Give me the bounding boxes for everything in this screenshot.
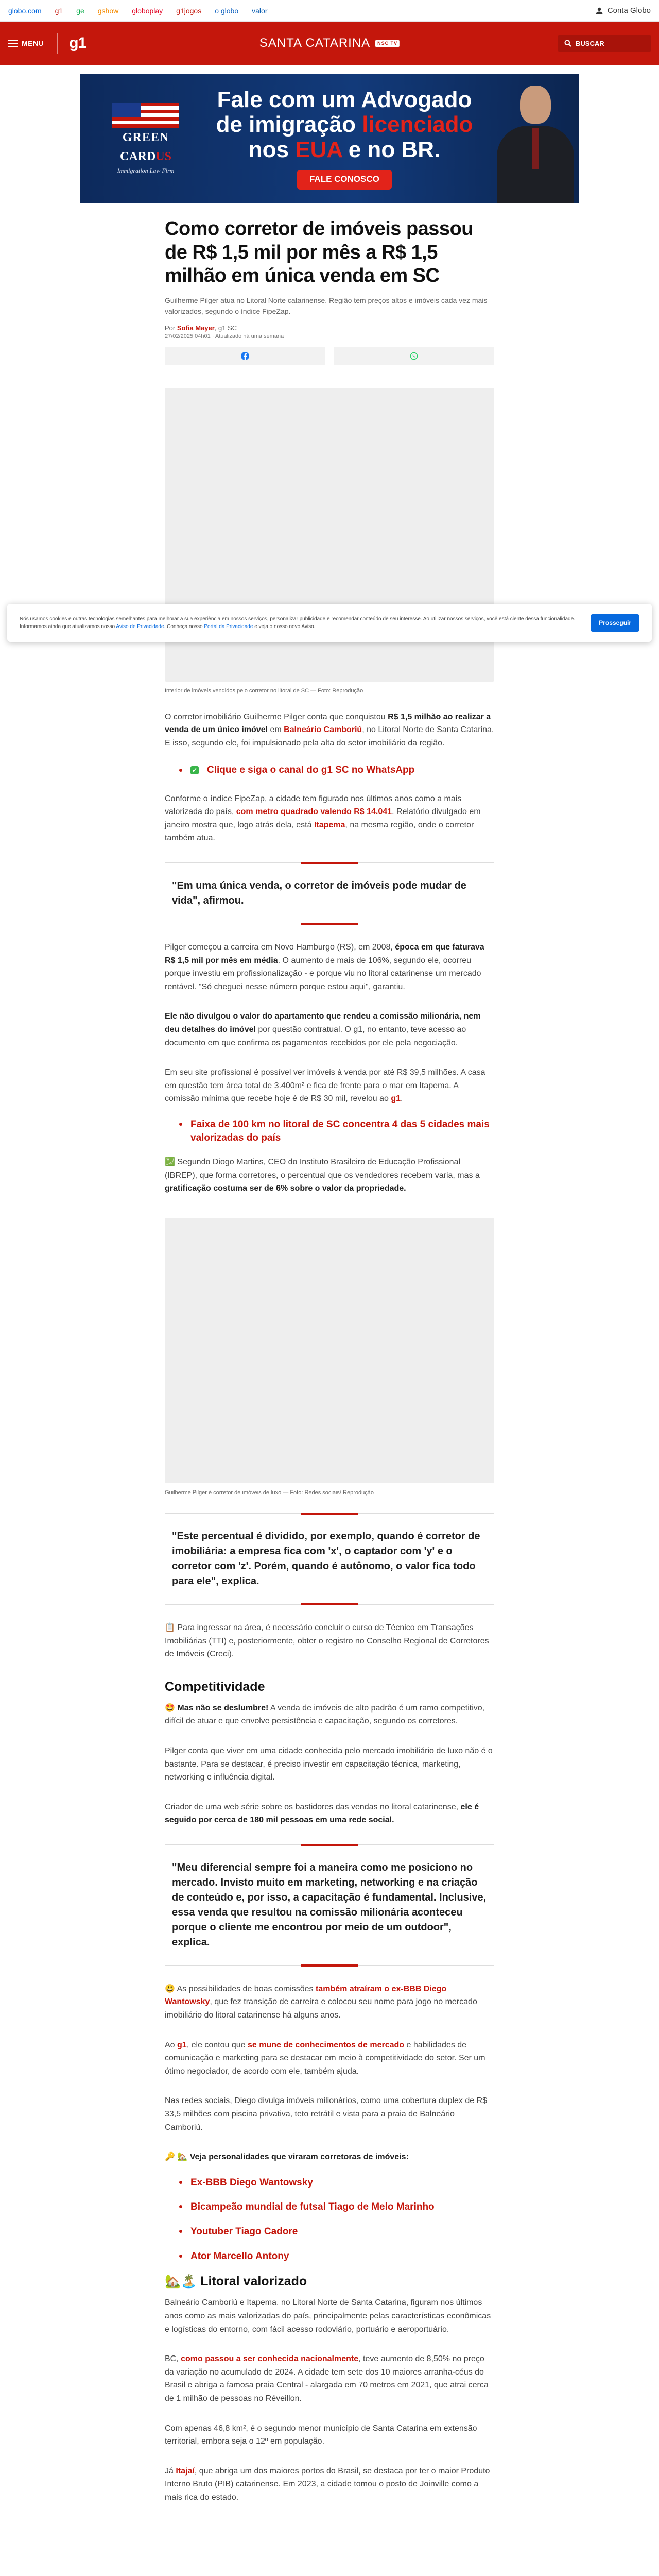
ad-brand-line1: GREEN bbox=[122, 131, 169, 144]
article-subtitle: Guilherme Pilger atua no Litoral Norte catarinense. Região tem preços altos e imóveis cada vez mais valorizados, segundo o índice FipeZap. bbox=[165, 296, 488, 315]
dateline: 27/02/2025 04h01 · Atualizado há uma semana bbox=[165, 333, 284, 340]
link-conhecimentos[interactable]: se mune de conhecimentos de mercado bbox=[248, 2040, 405, 2049]
globo-links bbox=[8, 7, 268, 15]
cookie-banner bbox=[7, 604, 652, 642]
share-whatsapp-button[interactable] bbox=[334, 347, 494, 365]
article-title: Como corretor de imóveis passou de R$ 1,5 mil por mês a R$ 1,5 milhão em única venda em SC bbox=[165, 218, 473, 287]
bullet-dot bbox=[179, 769, 182, 772]
share-facebook-button[interactable] bbox=[165, 347, 325, 365]
bullet-dot bbox=[179, 2181, 182, 2184]
region-label: SANTA CATARINA bbox=[259, 36, 371, 50]
link-g1[interactable]: g1 bbox=[391, 1094, 401, 1104]
globo-link-gshow[interactable]: gshow bbox=[97, 6, 119, 15]
photo-caption-2: Guilherme Pilger é corretor de imóveis de luxo — Foto: Redes sociais/ Reprodução bbox=[165, 1489, 374, 1496]
region-badge: NSC TV bbox=[375, 40, 400, 47]
paragraph-8: 🤩 Mas não se deslumbre! A venda de imóveis de alto padrão é um ramo competitivo, difícil de atuar e que envolve persistência e capacitação, segundo os corretores. bbox=[165, 1703, 485, 1726]
user-icon bbox=[595, 7, 603, 15]
region-title[interactable] bbox=[259, 36, 400, 50]
paragraph-13: Nas redes sociais, Diego divulga imóveis milionários, como uma cobertura duplex de R$ 33,5 milhões com piscina privativa, teto retrátil e vista para a praia de Balneário Camboriú. bbox=[165, 2096, 488, 2132]
menu-label: MENU bbox=[22, 39, 44, 47]
link-balneario[interactable]: Balneário Camboriú bbox=[284, 725, 362, 735]
related-link[interactable]: Faixa de 100 km no litoral de SC concentra 4 das 5 cidades mais valorizadas do país bbox=[179, 1118, 494, 1144]
paragraph-3: Pilger começou a carreira em Novo Hamburgo (RS), em 2008, época em que faturava R$ 1,5 mil por mês em média. O aumento de mais de 106%, segundo ele, ocorreu porque investiu em profissionalização - e porque viu no litoral catarinense um mercado rentável. "Só cheguei nesse número porque estou aqui", garantiu. bbox=[165, 942, 484, 991]
share-bar bbox=[165, 347, 494, 365]
ad-brand-line2: CARDUS bbox=[119, 150, 171, 163]
privacy-portal-link[interactable]: Portal da Privacidade bbox=[204, 624, 253, 630]
pull-quote-2: "Este percentual é dividido, por exemplo, quando é corretor de imobiliária: a empresa fica com 'x', o captador com 'y' e o corretor com 'z'. Porém, quando é autônomo, o valor fica todo para ele", explica. bbox=[165, 1513, 494, 1605]
cookie-text: Nós usamos cookies e outras tecnologias semelhantes para melhorar a sua experiência em nossos serviços, personalizar publicidade e recomendar conteúdo de seu interesse. Ao utilizar nossos serviços, você está ciente dessa funcionalidade. Informamos ainda que atualizamos nosso Aviso de Privacidade. Conheça nosso Portal da Privacidade e veja o nosso novo Aviso. bbox=[20, 616, 575, 630]
menu-button[interactable] bbox=[8, 39, 44, 47]
globo-link-o-globo[interactable]: o globo bbox=[215, 6, 239, 15]
globo-link-g1jogos[interactable]: g1jogos bbox=[176, 6, 202, 15]
paragraph-2: Conforme o índice FipeZap, a cidade tem figurado nos últimos anos como a mais valorizada do país, com metro quadrado valendo R$ 14.041. Relatório divulgado em janeiro mostra que, logo atrás dela, está Itapema, na mesma região, onde o corretor também atua. bbox=[165, 794, 481, 843]
ad-person-photo bbox=[492, 74, 579, 203]
paragraph-18: Já Itajaí, que abriga um dos maiores portos do Brasil, se destaca por ter o maior Produto Interno Bruto (PIB) catarinense. Em 2023, a cidade tomou o posto de Joinville como a mais rica do estado. bbox=[165, 2466, 490, 2502]
paragraph-10: Criador de uma web série sobre os bastidores das vendas no litoral catarinense, ele é seguido por cerca de 180 mil pessoas em uma rede social. bbox=[165, 1802, 479, 1825]
paragraph-5: Em seu site profissional é possível ver imóveis à venda por até R$ 39,5 milhões. A casa em questão tem área total de 3.400m² e fica de frente para o mar em Itapema. A comissão mínima que recebe hoje é de R$ 30 mil, revelou ao g1. bbox=[165, 1068, 485, 1104]
hamburger-icon bbox=[8, 40, 18, 47]
link-itajai[interactable]: Itajaí bbox=[176, 2466, 195, 2476]
whatsapp-channel-link[interactable]: ✓ Clique e siga o canal do g1 SC no WhatsApp bbox=[165, 765, 494, 776]
g1-logo[interactable]: g1 bbox=[57, 33, 86, 54]
link-itapema[interactable]: Itapema bbox=[314, 820, 345, 829]
paragraph-16: BC, como passou a ser conhecida nacionalmente, teve aumento de 8,50% no preço da variação no acumulado de 2024. A cidade tem sete dos 10 maiores arranha-céus do Brasil e abriga a famosa praia Central - alargada em 70 metros em 2021, que atrai cerca de 1 milhão de pessoas no Réveillon. bbox=[165, 2354, 489, 2403]
pull-quote-3: "Meu diferencial sempre foi a maneira como me posiciono no mercado. Invisto muito em marketing, networking e na criação de conteúdo e, por isso, a capacitação é fundamental. Inclusive, essa venda que resultou na comissão milionária aconteceu porque o cliente me encontrou por meio de um outdoor", explica. bbox=[165, 1844, 494, 1966]
facebook-icon bbox=[241, 352, 249, 360]
flag-icon bbox=[112, 103, 179, 128]
article-photo-2[interactable] bbox=[165, 1218, 494, 1483]
bullet-dot bbox=[179, 2255, 182, 2258]
paragraph-14: 🔑 🏡 Veja personalidades que viraram corretoras de imóveis: bbox=[165, 2153, 409, 2162]
paragraph-1: O corretor imobiliário Guilherme Pilger conta que conquistou R$ 1,5 milhão ao realizar a venda de um único imóvel em Balneário Camboriú, no Litoral Norte de Santa Catarina. E isso, segundo ele, foi impulsionado pela alta do setor imobiliário da região. bbox=[165, 712, 494, 748]
paragraph-4: Ele não divulgou o valor do apartamento que rendeu a comissão milionária, nem deu detalhes do imóvel por questão contratual. O g1, no entanto, teve acesso ao documento em que confirma os pagamentos recebidos por ele pela negociação. bbox=[165, 1012, 481, 1047]
ad-headline: Fale com um Advogado de imigração licenciado nos EUA e no BR. FALE CONOSCO bbox=[197, 88, 492, 190]
globo-link-globoplay[interactable]: globoplay bbox=[132, 6, 163, 15]
people-list-item[interactable]: Ex-BBB Diego Wantowsky bbox=[179, 2176, 494, 2190]
people-list bbox=[165, 2176, 494, 2263]
account-button[interactable] bbox=[595, 6, 651, 15]
people-list-item[interactable]: Ator Marcello Antony bbox=[179, 2250, 494, 2263]
related-links-1 bbox=[165, 1118, 494, 1144]
search-label: BUSCAR bbox=[576, 39, 604, 47]
globo-link-valor[interactable]: valor bbox=[252, 6, 268, 15]
paragraph-7: 📋 Para ingressar na área, é necessário concluir o curso de Técnico em Transações Imobiliárias (TTI) e, posteriormente, obter o registro no Conselho Regional de Corretores de Imóveis (Creci). bbox=[165, 1623, 489, 1659]
section-heading-competitividade: Competitividade bbox=[165, 1679, 265, 1694]
globo-link-ge[interactable]: ge bbox=[76, 6, 84, 15]
whatsapp-icon bbox=[410, 352, 418, 360]
section-heading-litoral: 🏡🏝️ Litoral valorizado bbox=[165, 2274, 307, 2289]
article bbox=[165, 217, 494, 2504]
site-header bbox=[0, 22, 659, 65]
globo-link-globo-com[interactable]: globo.com bbox=[8, 6, 42, 15]
ad-container bbox=[0, 65, 659, 213]
link-bc[interactable]: como passou a ser conhecida nacionalmente bbox=[181, 2354, 359, 2364]
link-metro-quadrado[interactable]: com metro quadrado valendo R$ 14.041 bbox=[236, 807, 392, 817]
paragraph-9: Pilger conta que viver em uma cidade conhecida pelo mercado imobiliário de luxo não é o bastante. Para se destacar, é preciso investir em capacitação técnica, marketing, networking e influência digital. bbox=[165, 1746, 493, 1782]
ad-banner[interactable] bbox=[80, 74, 579, 203]
people-list-item[interactable]: Youtuber Tiago Cadore bbox=[179, 2225, 494, 2239]
paragraph-12: Ao g1, ele contou que se mune de conhecimentos de mercado e habilidades de comunicação e marketing para se destacar em meio à competitividade do setor. Ser um ótimo negociador, de acordo com ele, também ajuda. bbox=[165, 2040, 485, 2076]
people-list-item[interactable]: Bicampeão mundial de futsal Tiago de Melo Marinho bbox=[179, 2200, 494, 2214]
byline: Por Sofia Mayer, g1 SC bbox=[165, 324, 237, 332]
cookie-accept-button[interactable]: Prosseguir bbox=[591, 614, 639, 632]
author-link[interactable]: Sofia Mayer bbox=[177, 324, 215, 332]
bullet-dot bbox=[179, 2205, 182, 2208]
globo-link-g1[interactable]: g1 bbox=[55, 6, 63, 15]
check-icon: ✓ bbox=[190, 766, 199, 774]
photo-caption-1: Interior de imóveis vendidos pelo corretor no litoral de SC — Foto: Reprodução bbox=[165, 687, 363, 694]
search-button[interactable] bbox=[558, 35, 651, 52]
globo-top-bar bbox=[0, 0, 659, 22]
ad-brand-logo bbox=[94, 103, 197, 175]
search-icon bbox=[564, 40, 571, 47]
paragraph-11: 😃 As possibilidades de boas comissões também atraíram o ex-BBB Diego Wantowsky, que fez transição de carreira e colocou seu nome para jogo no mercado imobiliário do litoral catarinense há alguns anos. bbox=[165, 1984, 477, 2020]
paragraph-17: Com apenas 46,8 km², é o segundo menor município de Santa Catarina em extensão territorial, embora seja o 12º em população. bbox=[165, 2424, 477, 2446]
ad-brand-tag: Immigration Law Firm bbox=[117, 167, 175, 174]
privacy-notice-link[interactable]: Aviso de Privacidade bbox=[116, 624, 164, 630]
pull-quote-1: "Em uma única venda, o corretor de imóveis pode mudar de vida", afirmou. bbox=[165, 862, 494, 924]
ad-cta-button[interactable]: FALE CONOSCO bbox=[297, 170, 392, 190]
paragraph-6: 💹 Segundo Diogo Martins, CEO do Instituto Brasileiro de Educação Profissional (IBREP), que forma corretores, o percentual que os vendedores recebem varia, mas a gratificação costuma ser de 6% sobre o valor da propriedade. bbox=[165, 1158, 480, 1193]
account-label: Conta Globo bbox=[607, 6, 651, 15]
link-diego-wantowsky[interactable]: também atraíram o ex-BBB Diego Wantowsky bbox=[165, 1984, 447, 2007]
bullet-dot bbox=[179, 2230, 182, 2233]
paragraph-15: Balneário Camboriú e Itapema, no Litoral Norte de Santa Catarina, figuram nos últimos anos como as mais valorizadas do país, principalmente pelas características econômicas e logísticas do entorno, com fácil acesso rodoviário, portuário e aeroportuário. bbox=[165, 2298, 491, 2334]
link-g1-2[interactable]: g1 bbox=[177, 2040, 187, 2049]
